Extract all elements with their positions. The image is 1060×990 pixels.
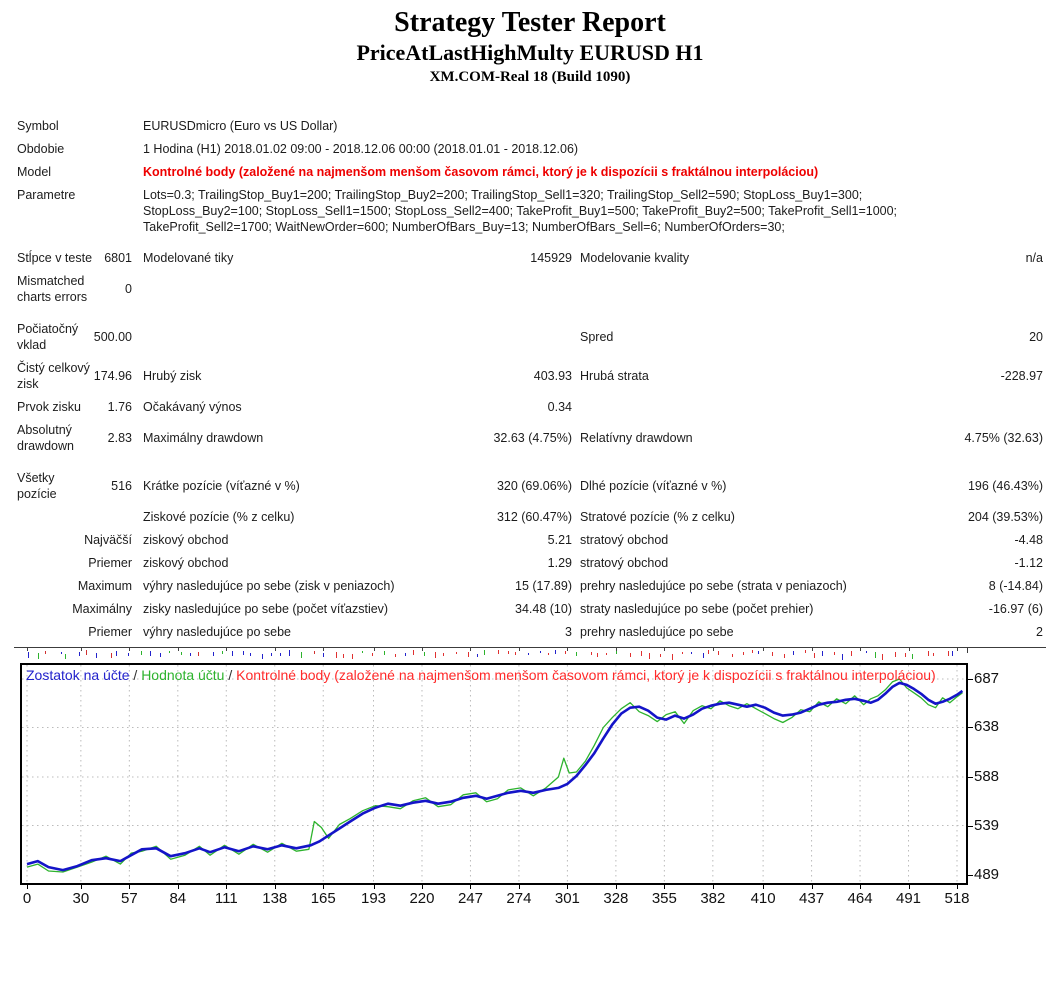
- x-axis-tick: [763, 885, 764, 889]
- strip-dash: [933, 653, 934, 656]
- stat-value: 0.34: [547, 400, 572, 414]
- strip-dash: [784, 654, 785, 658]
- strip-dash: [606, 653, 607, 655]
- strip-dash: [905, 653, 906, 657]
- y-axis-tick: [968, 826, 973, 827]
- strip-dash: [141, 651, 142, 655]
- header-row-parametre: [0, 187, 1060, 235]
- strip-dash: [405, 653, 406, 656]
- stat-value: 196 (46.43%): [967, 479, 1043, 493]
- x-axis-tick: [664, 885, 665, 889]
- strip-dash: [708, 650, 709, 654]
- x-axis-tick: [323, 885, 324, 889]
- strip-dash: [703, 653, 704, 658]
- separator-tick: [129, 648, 130, 651]
- stats-row: [0, 360, 1060, 392]
- strip-dash: [336, 652, 337, 658]
- stat-label: Očakávaný výnos: [143, 400, 242, 414]
- stat-value: 145929: [530, 251, 572, 265]
- separator-tick: [422, 648, 423, 651]
- x-axis-label: 328: [603, 890, 629, 907]
- x-axis-label: 437: [799, 890, 825, 907]
- strip-dash: [948, 651, 949, 656]
- header-label: Model: [17, 165, 52, 179]
- stat-label: Maximálny drawdown: [143, 431, 264, 445]
- table-bottom-rule: [14, 647, 1046, 648]
- stat-value: 2.83: [107, 431, 132, 445]
- stat-value: 0: [125, 282, 132, 296]
- strip-dash: [61, 652, 62, 654]
- x-axis-label: 165: [310, 890, 336, 907]
- strip-dash: [323, 653, 324, 657]
- stat-value: 6801: [104, 251, 132, 265]
- strip-dash: [65, 654, 66, 659]
- strip-dash: [477, 654, 478, 657]
- stat-value: -16.97 (6): [988, 602, 1043, 616]
- separator-tick: [713, 648, 714, 651]
- strip-dash: [435, 652, 436, 658]
- x-axis-tick: [27, 885, 28, 889]
- strip-dash: [649, 653, 650, 659]
- stat-value: 500.00: [93, 330, 132, 344]
- strip-dash: [86, 650, 87, 655]
- stat-label: zisky nasledujúce po sebe (počet víťazstiev): [143, 602, 389, 616]
- strip-dash: [111, 653, 112, 658]
- stat-label: straty nasledujúce po sebe (počet prehier): [580, 602, 814, 616]
- strip-dash: [515, 652, 516, 655]
- strip-dash: [190, 653, 191, 656]
- x-axis-label: 193: [360, 890, 387, 907]
- x-axis-label: 410: [750, 890, 776, 907]
- y-axis-label: 588: [974, 767, 1000, 785]
- equity-chart-region: [0, 647, 1060, 927]
- stat-label: Relatívny drawdown: [580, 431, 693, 445]
- strip-dash: [498, 650, 499, 654]
- stats-row: [0, 578, 1060, 594]
- stat-label: výhry nasledujúce po sebe: [143, 625, 292, 639]
- strip-dash: [555, 650, 556, 654]
- legend-separator: /: [129, 667, 142, 683]
- strip-dash: [732, 654, 733, 657]
- stat-label: Absolutný drawdown: [17, 423, 74, 453]
- stat-label: Maximálny: [72, 602, 132, 616]
- x-axis-tick: [470, 885, 471, 889]
- strip-dash: [576, 652, 577, 656]
- legend-equity: Hodnota účtu: [141, 667, 225, 683]
- x-axis-label: 355: [651, 890, 677, 907]
- equity-line: [27, 679, 962, 872]
- strip-dash: [672, 654, 673, 660]
- strip-dash: [508, 651, 509, 654]
- stat-value: 4.75% (32.63): [964, 431, 1043, 445]
- stat-label: Ziskové pozície (% z celku): [143, 510, 295, 524]
- strip-dash: [424, 652, 425, 656]
- stat-label: ziskový obchod: [143, 533, 229, 547]
- header-value: 1 Hodina (H1) 2018.01.02 09:00 - 2018.12.06 00:00 (2018.01.01 - 2018.12.06): [143, 142, 579, 156]
- strip-dash: [352, 654, 353, 659]
- header-row-symbol: [0, 118, 1060, 134]
- stats-row: [0, 624, 1060, 640]
- strip-dash: [528, 653, 529, 655]
- strip-dash: [752, 650, 753, 653]
- strip-dash: [198, 652, 199, 656]
- x-axis-tick: [519, 885, 520, 889]
- strip-dash: [271, 653, 272, 656]
- x-axis-label: 0: [22, 890, 32, 907]
- strip-dash: [301, 652, 302, 658]
- stat-label: Počiatočný vklad: [17, 322, 79, 352]
- x-axis-label: 247: [457, 890, 483, 907]
- strip-dash: [882, 654, 883, 660]
- x-axis-label: 301: [554, 890, 580, 907]
- strip-dash: [28, 652, 29, 658]
- separator-tick: [374, 648, 375, 651]
- page-title: Strategy Tester Report: [394, 7, 666, 38]
- strip-dash: [591, 652, 592, 655]
- stat-value: 174.96: [93, 369, 132, 383]
- y-axis-label: 539: [974, 816, 1000, 834]
- strip-dash: [96, 653, 97, 658]
- strip-dash: [314, 651, 315, 654]
- stat-label: Maximum: [77, 579, 132, 593]
- stat-value: 20: [1029, 330, 1043, 344]
- stat-label: Hrubá strata: [580, 369, 649, 383]
- header-label: Obdobie: [17, 142, 65, 156]
- x-axis-label: 382: [700, 890, 726, 907]
- strip-dash: [484, 650, 485, 655]
- stats-row: [0, 321, 1060, 353]
- strip-dash: [641, 651, 642, 656]
- header-value: EURUSDmicro (Euro vs US Dollar): [143, 119, 338, 133]
- stat-value: 8 (-14.84): [988, 579, 1043, 593]
- x-axis-tick: [81, 885, 82, 889]
- strip-dash: [793, 651, 794, 655]
- equity-chart: [20, 663, 968, 885]
- strip-dash: [222, 651, 223, 654]
- stat-label: ziskový obchod: [143, 556, 229, 570]
- separator-tick: [178, 648, 179, 651]
- separator-tick: [664, 648, 665, 651]
- stat-label: Modelovanie kvality: [580, 251, 690, 265]
- parameter-line: StopLoss_Buy2=100; StopLoss_Sell1=1500; StopLoss_Sell2=400; TakeProfit_Buy1=500; TakeProfit_Buy2=500; TakeProfit_Sell1=1000;: [143, 204, 898, 218]
- x-axis-tick: [178, 885, 179, 889]
- stat-label: Všetky pozície: [17, 471, 57, 501]
- strip-dash: [743, 652, 744, 655]
- strip-dash: [822, 651, 823, 656]
- separator-tick: [81, 648, 82, 651]
- strip-dash: [413, 650, 414, 655]
- strip-dash: [213, 652, 214, 656]
- stat-label: stratový obchod: [580, 533, 669, 547]
- stat-label: prehry nasledujúce po sebe: [580, 625, 734, 639]
- x-axis-label: 84: [169, 890, 187, 907]
- x-axis-tick: [275, 885, 276, 889]
- stat-label: Hrubý zisk: [143, 369, 202, 383]
- x-axis-tick: [860, 885, 861, 889]
- stat-label: Modelované tiky: [143, 251, 234, 265]
- stat-label: Stĺpce v teste: [17, 251, 93, 265]
- y-axis-tick: [968, 679, 973, 680]
- y-axis-label: 489: [974, 866, 1000, 883]
- stats-row: [0, 601, 1060, 617]
- stats-row: [0, 422, 1060, 454]
- strip-dash: [116, 651, 117, 656]
- separator-tick: [226, 648, 227, 651]
- x-axis-tick: [567, 885, 568, 889]
- x-axis-label: 274: [506, 890, 532, 907]
- separator-tick: [519, 648, 520, 651]
- stat-label: Krátke pozície (víťazné v %): [143, 479, 300, 493]
- stats-row: [0, 555, 1060, 571]
- strip-dash: [616, 651, 617, 654]
- stats-row: [0, 273, 1060, 305]
- x-axis-label: 30: [72, 890, 90, 907]
- strip-dash: [842, 654, 843, 660]
- strip-dash: [548, 653, 549, 655]
- strip-dash: [866, 651, 867, 653]
- stat-label: Čistý celkový zisk: [17, 361, 90, 391]
- stat-value: 34.48 (10): [515, 602, 572, 616]
- stat-label: Najväčší: [84, 533, 132, 547]
- equity-chart-canvas: [22, 665, 966, 883]
- strip-dash: [150, 651, 151, 656]
- strip-dash: [772, 652, 773, 656]
- stat-label: výhry nasledujúce po sebe (zisk v peniazoch): [143, 579, 395, 593]
- stat-value: 320 (69.06%): [496, 479, 572, 493]
- y-axis-tick: [968, 777, 973, 778]
- strip-dash: [660, 654, 661, 657]
- strip-dash: [834, 652, 835, 655]
- stat-value: 403.93: [533, 369, 572, 383]
- stats-row: [0, 509, 1060, 525]
- stat-value: 204 (39.53%): [967, 510, 1043, 524]
- stat-label: Mismatched charts errors: [17, 274, 88, 304]
- stat-value: 2: [1036, 625, 1043, 639]
- separator-tick: [909, 648, 910, 651]
- stat-value: 1.29: [547, 556, 572, 570]
- strip-dash: [343, 654, 344, 658]
- x-axis-label: 111: [214, 890, 238, 907]
- header-label: Symbol: [17, 119, 59, 133]
- separator-tick: [763, 648, 764, 651]
- strip-dash: [912, 654, 913, 659]
- separator-tick: [323, 648, 324, 651]
- separator-tick: [567, 648, 568, 651]
- stat-value: 516: [111, 479, 132, 493]
- strip-dash: [540, 651, 541, 653]
- report-stats-table: [0, 250, 1060, 640]
- strip-dash: [250, 653, 251, 656]
- strip-dash: [597, 653, 598, 657]
- strip-dash: [45, 651, 46, 654]
- build-info: XM.COM-Real 18 (Build 1090): [429, 69, 631, 85]
- strip-dash: [952, 651, 953, 656]
- stat-value: 32.63 (4.75%): [493, 431, 572, 445]
- parameter-line: Lots=0.3; TrailingStop_Buy1=200; TrailingStop_Buy2=200; TrailingStop_Sell1=320; TrailingStop_Sell2=590; StopLoss_Buy1=300;: [143, 188, 863, 202]
- x-axis-tick: [909, 885, 910, 889]
- legend-model: Kontrolné body (založené na najmenšom menšom časovom rámci, ktorý je k dispozícii s fraktálnou interpoláciou): [236, 667, 936, 683]
- strip-dash: [928, 651, 929, 656]
- header-row-obdobie: [0, 141, 1060, 157]
- legend-separator: /: [224, 667, 237, 683]
- legend-balance: Zostatok na účte: [26, 667, 130, 683]
- report-subtitle: PriceAtLastHighMulty EURUSD H1: [356, 40, 704, 65]
- strip-dash: [875, 652, 876, 658]
- separator-tick: [470, 648, 471, 651]
- strip-dash: [232, 651, 233, 656]
- chart-legend: [26, 666, 962, 684]
- stat-label: Stratové pozície (% z celku): [580, 510, 735, 524]
- strip-dash: [79, 652, 80, 656]
- strip-dash: [691, 652, 692, 654]
- strip-dash: [181, 652, 182, 655]
- x-axis-tick: [616, 885, 617, 889]
- strip-dash: [384, 651, 385, 655]
- strip-dash: [851, 651, 852, 656]
- stat-value: 15 (17.89): [515, 579, 572, 593]
- x-axis-label: 518: [944, 890, 970, 907]
- stat-label: Dlhé pozície (víťazné v %): [580, 479, 727, 493]
- stat-label: stratový obchod: [580, 556, 669, 570]
- x-axis-label: 464: [847, 890, 873, 907]
- strip-dash: [456, 652, 457, 654]
- stat-value: 1.76: [107, 400, 132, 414]
- stat-value: -4.48: [1014, 533, 1043, 547]
- y-axis-label: 687: [974, 669, 1000, 687]
- separator-tick: [27, 648, 28, 651]
- stats-row: [0, 399, 1060, 415]
- strip-dash: [160, 653, 161, 657]
- parameter-line: TakeProfit_Sell2=1700; WaitNewOrder=600; NumberOfBars_Buy=13; NumberOfBars_Sell=6; NumberOfOrders=30;: [143, 220, 785, 234]
- stat-value: 312 (60.47%): [496, 510, 572, 524]
- report-header-table: [0, 118, 1060, 235]
- header-value: Kontrolné body (založené na najmenšom menšom časovom rámci, ktorý je k dispozícii s fraktálnou interpoláciou): [143, 165, 819, 179]
- y-axis-tick: [968, 727, 973, 728]
- y-axis-label: 638: [974, 718, 1000, 736]
- stat-value: 5.21: [547, 533, 572, 547]
- strip-dash: [630, 653, 631, 657]
- strip-dash: [362, 651, 363, 653]
- stat-label: Prvok zisku: [17, 400, 81, 414]
- strip-dash: [280, 653, 281, 656]
- table-bottom-rule-end: [967, 647, 968, 653]
- strip-dash: [682, 652, 683, 654]
- strip-dash: [395, 654, 396, 657]
- strip-dash: [718, 651, 719, 655]
- x-axis-tick: [129, 885, 130, 889]
- strip-dash: [805, 650, 806, 653]
- stat-label: Spred: [580, 330, 614, 344]
- header-row-model: [0, 164, 1060, 180]
- x-axis-label: 138: [262, 890, 288, 907]
- strip-dash: [262, 654, 263, 659]
- strip-dash: [814, 653, 815, 658]
- x-axis-tick: [422, 885, 423, 889]
- x-axis-tick: [957, 885, 958, 889]
- strip-dash: [38, 653, 39, 659]
- x-axis-label: 220: [409, 890, 435, 907]
- x-axis-tick: [374, 885, 375, 889]
- stat-value: 3: [565, 625, 572, 639]
- stat-label: Priemer: [88, 556, 132, 570]
- strip-dash: [758, 651, 759, 654]
- strip-dash: [895, 652, 896, 657]
- strip-dash: [243, 651, 244, 655]
- x-axis-tick: [226, 885, 227, 889]
- stat-label: prehry nasledujúce po sebe (strata v peniazoch): [580, 579, 847, 593]
- strip-dash: [289, 650, 290, 656]
- strategy-tester-report-page: [0, 6, 1060, 990]
- stat-value: n/a: [1025, 251, 1043, 265]
- separator-tick: [275, 648, 276, 651]
- stats-row: [0, 532, 1060, 548]
- strip-dash: [468, 652, 469, 657]
- header-label: Parametre: [17, 188, 76, 202]
- y-axis-tick: [968, 875, 973, 876]
- strip-dash: [443, 653, 444, 656]
- stat-value: -1.12: [1014, 556, 1043, 570]
- strip-dash: [169, 651, 170, 653]
- stats-row: [0, 470, 1060, 502]
- strip-dash: [565, 651, 566, 654]
- x-axis-tick: [812, 885, 813, 889]
- separator-tick: [957, 648, 958, 651]
- x-axis-label: 491: [896, 890, 922, 907]
- x-axis-tick: [713, 885, 714, 889]
- stat-value: -228.97: [1000, 369, 1043, 383]
- strip-dash: [372, 653, 373, 656]
- stats-row: [0, 250, 1060, 266]
- stat-label: Priemer: [88, 625, 132, 639]
- x-axis-label: 57: [120, 890, 138, 907]
- separator-tick: [860, 648, 861, 651]
- separator-tick: [812, 648, 813, 651]
- strip-dash: [128, 653, 129, 656]
